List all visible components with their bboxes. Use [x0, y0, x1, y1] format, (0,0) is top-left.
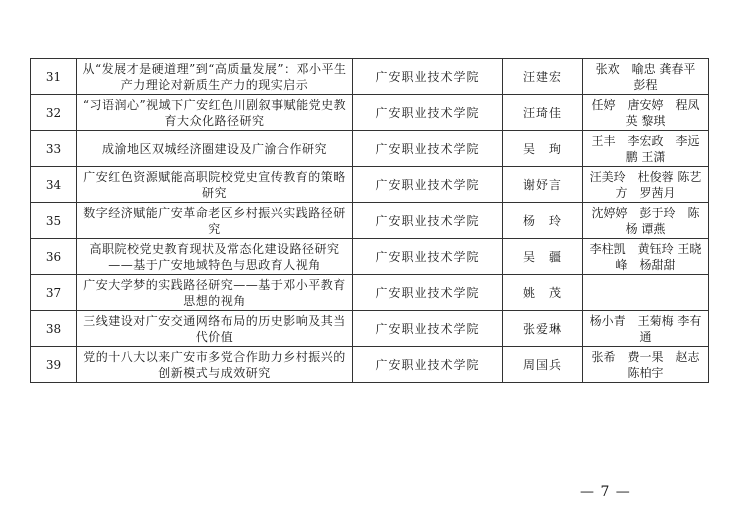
project-members: 王丰 李宏政 李远鹏 王潇: [583, 131, 709, 167]
project-title: 高职院校党史教育现状及常态化建设路径研究——基于广安地域特色与思政育人视角: [77, 239, 353, 275]
project-host: 张爱琳: [503, 311, 583, 347]
project-members: 任婷 唐安婷 程凤英 黎琪: [583, 95, 709, 131]
row-number: 38: [31, 311, 77, 347]
project-title: 党的十八大以来广安市多党合作助力乡村振兴的创新模式与成效研究: [77, 347, 353, 383]
row-number: 34: [31, 167, 77, 203]
row-number: 32: [31, 95, 77, 131]
institution: 广安职业技术学院: [353, 239, 503, 275]
project-members: 李柱凯 黄钰玲 王晓峰 杨甜甜: [583, 239, 709, 275]
project-host: 汪琦佳: [503, 95, 583, 131]
project-title: 广安红色资源赋能高职院校党史宣传教育的策略研究: [77, 167, 353, 203]
table-row: [31, 167, 709, 203]
project-host: 吴 疆: [503, 239, 583, 275]
table-row: [31, 59, 709, 95]
row-number: 39: [31, 347, 77, 383]
page-number: — 7 —: [580, 484, 631, 500]
project-title: 三线建设对广安交通网络布局的历史影响及其当代价值: [77, 311, 353, 347]
project-members: 张欢 喻忠 龚春平 彭程: [583, 59, 709, 95]
table-row: [31, 311, 709, 347]
project-host: 吴 珣: [503, 131, 583, 167]
institution: 广安职业技术学院: [353, 131, 503, 167]
table-row: [31, 347, 709, 383]
table-row: [31, 131, 709, 167]
project-host: 周国兵: [503, 347, 583, 383]
project-title: 从“发展才是硬道理”到“高质量发展”：邓小平生产力理论对新质生产力的现实启示: [77, 59, 353, 95]
institution: 广安职业技术学院: [353, 95, 503, 131]
project-title: 数字经济赋能广安革命老区乡村振兴实践路径研究: [77, 203, 353, 239]
institution: 广安职业技术学院: [353, 275, 503, 311]
project-host: 姚 茂: [503, 275, 583, 311]
table-row: [31, 239, 709, 275]
institution: 广安职业技术学院: [353, 311, 503, 347]
row-number: 37: [31, 275, 77, 311]
project-members: 张希 费一果 赵志 陈柏宇: [583, 347, 709, 383]
project-host: 汪建宏: [503, 59, 583, 95]
table-row: [31, 95, 709, 131]
project-table: [30, 58, 709, 383]
project-title: 成渝地区双城经济圈建设及广渝合作研究: [77, 131, 353, 167]
project-members: 沈婷婷 彭于玲 陈杨 谭燕: [583, 203, 709, 239]
row-number: 36: [31, 239, 77, 275]
project-title: “习语润心”视域下广安红色川剧叙事赋能党史教育大众化路径研究: [77, 95, 353, 131]
project-members: 汪美玲 杜俊蓉 陈艺方 罗茜月: [583, 167, 709, 203]
institution: 广安职业技术学院: [353, 167, 503, 203]
project-host: 谢妤言: [503, 167, 583, 203]
table-row: [31, 275, 709, 311]
project-host: 杨 玲: [503, 203, 583, 239]
row-number: 33: [31, 131, 77, 167]
table-row: [31, 203, 709, 239]
institution: 广安职业技术学院: [353, 59, 503, 95]
institution: 广安职业技术学院: [353, 347, 503, 383]
row-number: 35: [31, 203, 77, 239]
institution: 广安职业技术学院: [353, 203, 503, 239]
project-members: [583, 275, 709, 311]
project-members: 杨小青 王菊梅 李有通: [583, 311, 709, 347]
row-number: 31: [31, 59, 77, 95]
project-title: 广安大学梦的实践路径研究——基于邓小平教育思想的视角: [77, 275, 353, 311]
